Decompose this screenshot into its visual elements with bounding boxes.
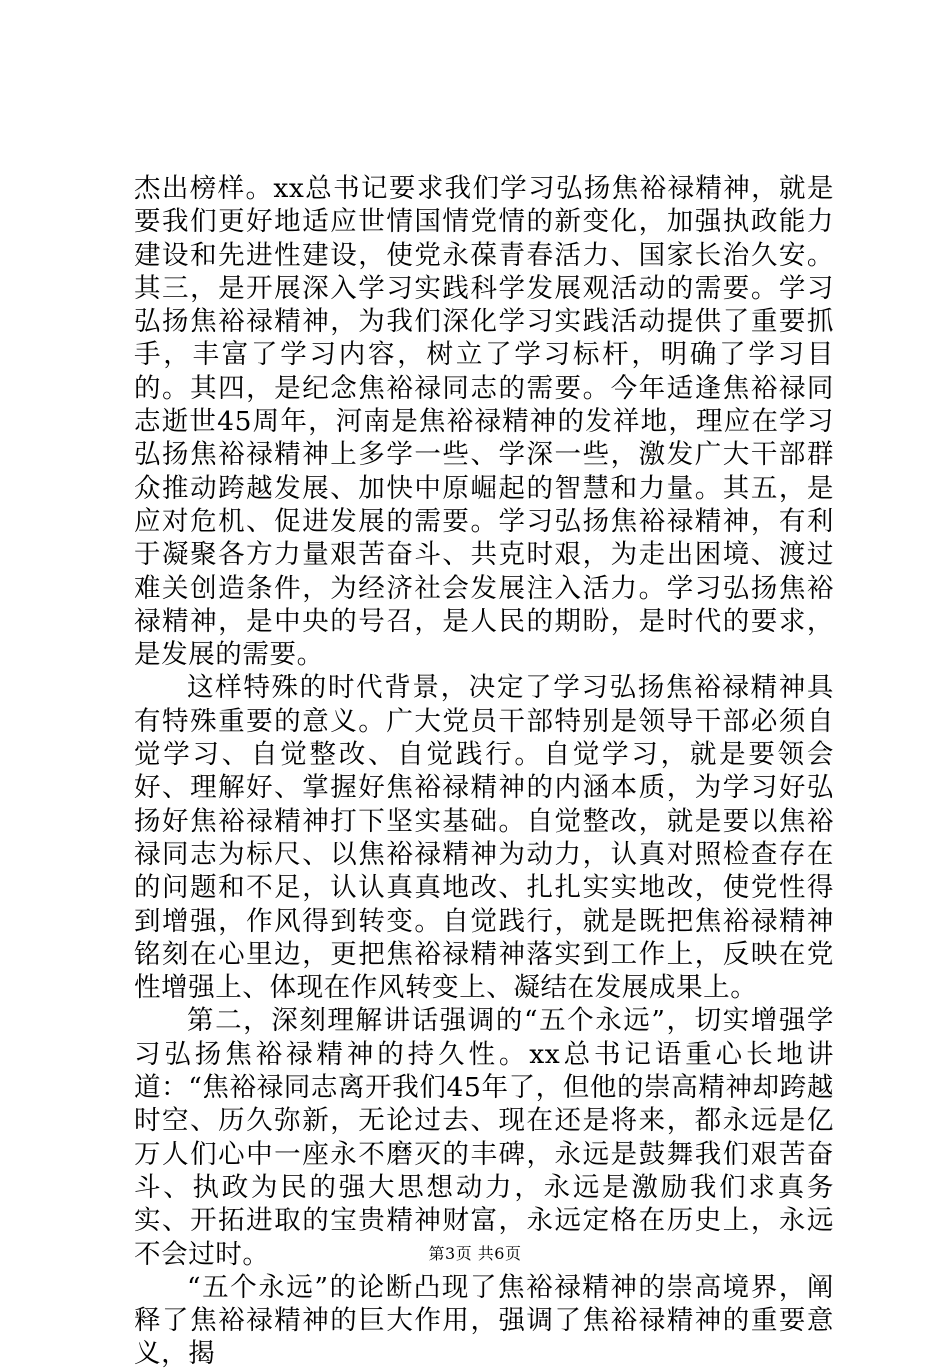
paragraph-2: 这样特殊的时代背景，决定了学习弘扬焦裕禄精神具有特殊重要的意义。广大党员干部特别是领导干部必须自觉学习、自觉整改、自觉践行。自觉学习，就是要领会好、理解好、掌握好焦裕禄精神的内涵本质，为学习好弘扬好焦裕禄精神打下坚实基础。自觉整改，就是要以焦裕禄同志为标尺、以焦裕禄精神为动力，认真对照检查存在的问题和不足，认认真真地改、扎扎实实地改，使党性得到增强，作风得到转变。自觉践行，就是既把焦裕禄精神铭刻在心里边，更把焦裕禄精神落实到工作上，反映在党性增强上、体现在作风转变上、凝结在发展成果上。 bbox=[134, 672, 834, 1004]
document-body bbox=[134, 172, 834, 1371]
paragraph-4: “五个永远”的论断凸现了焦裕禄精神的崇高境界，阐释了焦裕禄精神的巨大作用，强调了焦裕禄精神的重要意义，揭 bbox=[134, 1271, 834, 1370]
paragraph-1: 杰出榜样。xx总书记要求我们学习弘扬焦裕禄精神，就是要我们更好地适应世情国情党情的新变化，加强执政能力建设和先进性建设，使党永葆青春活力、国家长治久安。其三，是开展深入学习实践科学发展观活动的需要。学习弘扬焦裕禄精神，为我们深化学习实践活动提供了重要抓手，丰富了学习内容，树立了学习标杆，明确了学习目的。其四，是纪念焦裕禄同志的需要。今年适逢焦裕禄同志逝世45周年，河南是焦裕禄精神的发祥地，理应在学习弘扬焦裕禄精神上多学一些、学深一些，激发广大干部群众推动跨越发展、加快中原崛起的智慧和力量。其五，是应对危机、促进发展的需要。学习弘扬焦裕禄精神，有利于凝聚各方力量艰苦奋斗、共克时艰，为走出困境、渡过难关创造条件，为经济社会发展注入活力。学习弘扬焦裕禄精神，是中央的号召，是人民的期盼，是时代的要求，是发展的需要。 bbox=[134, 173, 834, 671]
page-number-footer: 第3页 共6页 bbox=[428, 1244, 522, 1263]
paragraph-3: 第二，深刻理解讲话强调的“五个永远”，切实增强学习弘扬焦裕禄精神的持久性。xx总书记语重心长地讲道：“焦裕禄同志离开我们45年了，但他的崇高精神却跨越时空、历久弥新，无论过去、现在还是将来，都永远是亿万人们心中一座永不磨灭的丰碑，永远是鼓舞我们艰苦奋斗、执政为民的强大思想动力，永远是激励我们求真务实、开拓进取的宝贵精神财富，永远定格在历史上，永远不会过时。 bbox=[134, 1005, 834, 1270]
